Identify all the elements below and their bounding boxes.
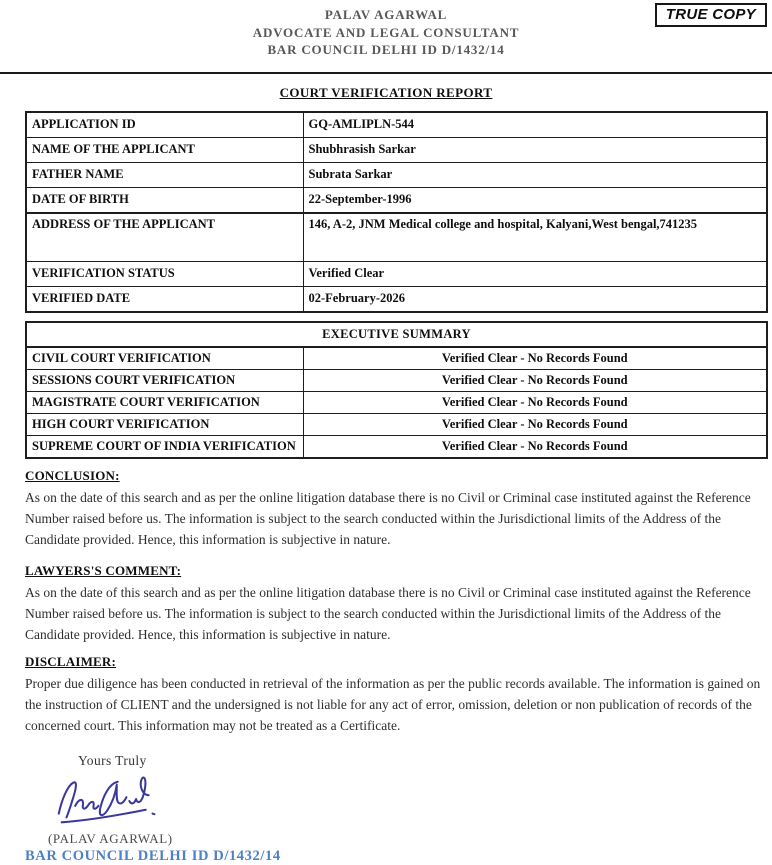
summary-label: SESSIONS COURT VERIFICATION [26, 369, 303, 391]
detail-value: Subrata Sarkar [303, 162, 767, 187]
table-row [26, 435, 767, 458]
detail-value: GQ-AMLIPLN-544 [303, 112, 767, 138]
signature-image [50, 773, 772, 831]
table-header-row [26, 322, 767, 347]
summary-value: Verified Clear - No Records Found [303, 413, 767, 435]
advocate-bar-id: BAR COUNCIL DELHI ID D/1432/14 [267, 42, 505, 57]
table-row [26, 187, 767, 213]
detail-value: 02-February-2026 [303, 286, 767, 312]
detail-label: NAME OF THE APPLICANT [26, 137, 303, 162]
summary-value: Verified Clear - No Records Found [303, 347, 767, 370]
detail-label: VERIFICATION STATUS [26, 261, 303, 286]
table-row [26, 369, 767, 391]
executive-summary-table [25, 321, 768, 459]
detail-value: Shubhrasish Sarkar [303, 137, 767, 162]
summary-label: HIGH COURT VERIFICATION [26, 413, 303, 435]
detail-label: FATHER NAME [26, 162, 303, 187]
signatory-name: (PALAV AGARWAL) [48, 830, 173, 846]
table-row [26, 261, 767, 286]
disclaimer-heading: DISCLAIMER: [25, 653, 117, 669]
closing-text: Yours Truly [78, 752, 147, 768]
table-row [26, 347, 767, 370]
table-row [26, 213, 767, 262]
detail-label: APPLICATION ID [26, 112, 303, 138]
detail-value: 22-September-1996 [303, 187, 767, 213]
detail-label: DATE OF BIRTH [26, 187, 303, 213]
table-row [26, 413, 767, 435]
header-divider [0, 72, 772, 74]
true-copy-stamp: TRUE COPY [655, 3, 767, 27]
summary-value: Verified Clear - No Records Found [303, 435, 767, 458]
table-row [26, 112, 767, 138]
table-row [26, 137, 767, 162]
detail-label: VERIFIED DATE [26, 286, 303, 312]
table-row [26, 162, 767, 187]
table-row [26, 286, 767, 312]
table-row [26, 391, 767, 413]
advocate-name: PALAV AGARWAL [324, 7, 448, 22]
detail-label: ADDRESS OF THE APPLICANT [26, 213, 303, 262]
page-title: COURT VERIFICATION REPORT [279, 84, 493, 100]
handwritten-signature-icon [50, 773, 170, 831]
detail-value: 146, A-2, JNM Medical college and hospital, Kalyani,West bengal,741235 [303, 213, 767, 262]
summary-label: MAGISTRATE COURT VERIFICATION [26, 391, 303, 413]
applicant-details-table [25, 111, 768, 313]
conclusion-heading: CONCLUSION: [25, 467, 120, 483]
detail-value: Verified Clear [303, 261, 767, 286]
summary-label: SUPREME COURT OF INDIA VERIFICATION [26, 435, 303, 458]
disclaimer-section [25, 654, 762, 736]
summary-label: CIVIL COURT VERIFICATION [26, 347, 303, 370]
lawyers-comment-section [25, 563, 762, 645]
disclaimer-text: Proper due diligence has been conducted in retrieval of the information as per the public records available. The information is gained on the instruction of CLIENT and the undersigned is not liable for any act of error, omission, deletion or non publication of records of the concerned court. This information may not be treated as a Certificate. [25, 675, 761, 733]
lawyers-comment-text: As on the date of this search and as per the online litigation database there is no Civil or Criminal case instituted against the Reference Number raised before us. The information is subject to the search conducted within the Jurisdictional limits of the Address of the Candidate provided. Hence, this information is subjective in nature. [25, 584, 751, 642]
signature-bar-id: BAR COUNCIL DELHI ID D/1432/14 [25, 847, 281, 864]
conclusion-section [25, 468, 762, 550]
advocate-title: ADVOCATE AND LEGAL CONSULTANT [252, 24, 520, 40]
summary-value: Verified Clear - No Records Found [303, 369, 767, 391]
summary-value: Verified Clear - No Records Found [303, 391, 767, 413]
lawyers-comment-heading: LAWYERS'S COMMENT: [25, 562, 182, 578]
conclusion-text: As on the date of this search and as per the online litigation database there is no Civil or Criminal case instituted against the Reference Number raised before us. The information is subject to the search conducted within the Jurisdictional limits of the Address of the Candidate provided. Hence, this information is subjective in nature. [25, 489, 751, 547]
executive-summary-title: EXECUTIVE SUMMARY [26, 322, 767, 347]
